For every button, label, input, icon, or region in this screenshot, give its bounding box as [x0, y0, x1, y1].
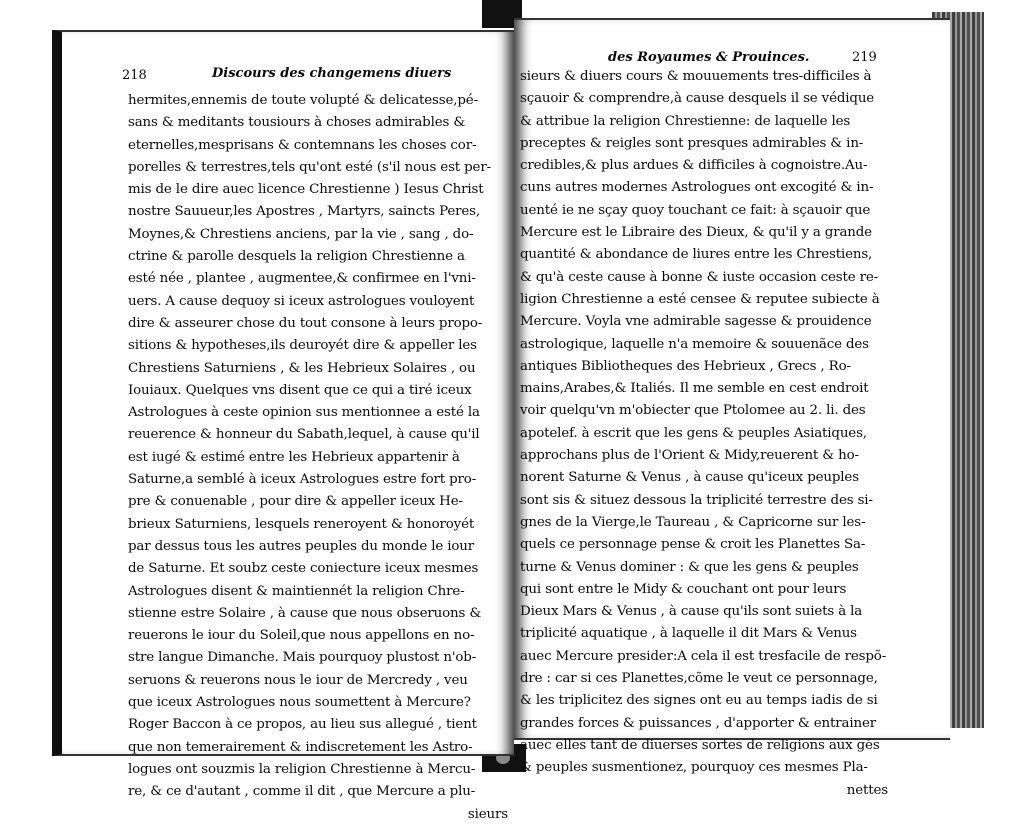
text-line: stre langue Dimanche. Mais pourquoy plustost n'ob-	[128, 650, 477, 666]
text-line: dre : car si ces Planettes,cõme le veut ce personnage,	[520, 671, 878, 687]
text-line: Iouiaux. Quelques vns disent que ce qui a tiré iceux	[128, 382, 472, 398]
text-line: est iugé & estimé entre les Hebrieux appartenir à	[128, 449, 460, 465]
text-line: nettes	[846, 782, 888, 798]
text-line: uers. A cause dequoy si iceux astrologues vouloyent	[128, 293, 475, 309]
text-line: norent Saturne & Venus , à cause qu'iceux peuples	[520, 470, 859, 486]
text-line: & attribue la religion Chrestienne: de laquelle les	[520, 113, 851, 129]
text-line: gnes de la Vierge,le Taureau , & Capricorne sur les-	[520, 514, 866, 530]
text-line: credibles,& plus ardues & difficiles à cognoistre.Au-	[520, 158, 868, 174]
text-line: auec Mercure presider:A cela il est tresfacile de respõ-	[520, 648, 887, 664]
text-line: Dieux Mars & Venus , à cause qu'ils sont suiets à la	[520, 604, 863, 620]
text-line: sitions & hypotheses,ils deuroyét dire & appeller les	[128, 338, 477, 354]
text-line: preceptes & reigles sont presques admirables & in-	[520, 135, 864, 151]
text-line: & les triplicitez des signes ont eu au temps iadis de si	[520, 693, 878, 709]
text-line: seruons & reuerons nous le iour de Mercredy , veu	[128, 672, 468, 688]
text-line: voir quelqu'vn m'obiecter que Ptolomee au 2. li. des	[520, 403, 866, 419]
text-line: Astrologues disent & maintiennét la religion Chre-	[128, 583, 465, 599]
text-line: logues ont souzmis la religion Chrestienne à Mercu-	[128, 761, 476, 777]
text-line: porelles & terrestres,tels qu'ont esté (s'il nous est per-	[128, 159, 491, 175]
text-line: grandes forces & puissances , d'apporter & entrainer	[520, 715, 876, 731]
text-line: eternelles,mesprisans & contemnans les choses cor-	[128, 137, 477, 153]
text-line: de Saturne. Et soubz ceste coniecture iceux mesmes	[128, 561, 479, 577]
text-line: sçauoir & comprendre,à cause desquels il se védique	[520, 91, 875, 107]
running-title: Discours des changemens diuers	[212, 66, 452, 81]
text-line: Saturne,a semblé à iceux Astrologues estre fort pro-	[128, 472, 477, 488]
text-line: apotelef. à escrit que les gens & peuples Asiatiques,	[520, 425, 867, 441]
text-line: re, & ce d'autant , comme il dit , que Mercure a plu-	[128, 784, 476, 800]
text-line: sieurs	[467, 806, 508, 822]
right-page	[514, 18, 950, 798]
text-line: auec elles tant de diuerses sortes de religions aux gés	[520, 737, 880, 753]
page-number: 218	[122, 68, 147, 83]
text-body	[520, 66, 888, 802]
text-line: ligion Chrestienne a esté censee & reputee subiecte à	[520, 291, 880, 307]
text-line: stienne estre Solaire , à cause que nous obseruons &	[128, 605, 482, 621]
text-line: Astrologues à ceste opinion sus mentionnee a esté la	[128, 405, 480, 421]
text-body	[128, 90, 508, 826]
running-title: des Royaumes & Prouinces.	[608, 50, 810, 65]
text-line: reuerence & honneur du Sabath,lequel, à cause qu'il	[128, 427, 480, 443]
text-line: Chrestiens Saturniens , & les Hebrieux Solaires , ou	[128, 360, 476, 376]
text-line: ctrine & parolle desquels la religion Chrestienne a	[128, 249, 465, 265]
text-line: dire & asseurer chose du tout consone à leurs propo-	[128, 315, 483, 331]
text-line: sont sis & situez dessous la triplicité terrestre des si-	[520, 492, 873, 508]
text-line: astrologique, laquelle n'a memoire & souuenãce des	[520, 336, 869, 352]
text-line: triplicité aquatique , à laquelle il dit Mars & Venus	[520, 626, 857, 642]
text-line: Mercure est le Libraire des Dieux, & qu'il y a grande	[520, 225, 872, 241]
page-number: 219	[852, 50, 877, 65]
text-line: turne & Venus dominer : & que les gens & peuples	[520, 559, 859, 575]
text-line: quantité & abondance de liures entre les Chrestiens,	[520, 247, 873, 263]
text-line: brieux Saturniens, lesquels reneroyent & honoroyét	[128, 516, 475, 532]
text-line: cuns autres modernes Astrologues ont excogité & in-	[520, 180, 874, 196]
text-line: uenté ie ne sçay quoy touchant ce fait: à sçauoir que	[520, 202, 871, 218]
text-line: antiques Bibliotheques des Hebrieux , Grecs , Ro-	[520, 358, 851, 374]
text-line: mains,Arabes,& Italiés. Il me semble en cest endroit	[520, 381, 869, 397]
text-line: Roger Baccon à ce propos, au lieu sus allegué , tient	[128, 717, 477, 733]
text-line: esté née , plantee , augmentee,& confirmee en l'vni-	[128, 271, 476, 287]
text-line: Moynes,& Chrestiens anciens, par la vie , sang , do-	[128, 226, 474, 242]
text-line: quels ce personnage pense & croit les Planettes Sa-	[520, 537, 866, 553]
text-line: qui sont entre le Midy & couchant ont pour leurs	[520, 581, 847, 597]
text-line: nostre Sauueur,les Apostres , Martyrs, saincts Peres,	[128, 204, 480, 220]
text-line: reuerons le iour du Soleil,que nous appellons en no-	[128, 628, 475, 644]
text-line: hermites,ennemis de toute volupté & delicatesse,pé-	[128, 93, 478, 108]
text-line: pre & conuenable , pour dire & appeller iceux He-	[128, 494, 463, 510]
text-line: sieurs & diuers cours & mouuements tres-difficiles à	[520, 69, 872, 84]
text-line: que non temerairement & indiscretement les Astro-	[128, 739, 473, 755]
text-line: sans & meditants tousiours à choses admirables &	[128, 115, 466, 131]
text-line: mis de le dire auec licence Chrestienne ) Iesus Christ	[128, 182, 484, 198]
left-page	[52, 30, 514, 822]
text-line: par dessus tous les autres peuples du monde le iour	[128, 538, 474, 554]
text-line: & qu'à ceste cause à bonne & iuste occasion ceste re-	[520, 269, 879, 285]
text-line: que iceux Astrologues nous soumettent à Mercure?	[128, 695, 471, 711]
text-line: approchans plus de l'Orient & Midy,reuerent & ho-	[520, 448, 859, 464]
text-line: Mercure. Voyla vne admirable sagesse & prouidence	[520, 314, 872, 330]
text-line: & peuples susmentionez, pourquoy ces mesmes Pla-	[520, 760, 868, 776]
